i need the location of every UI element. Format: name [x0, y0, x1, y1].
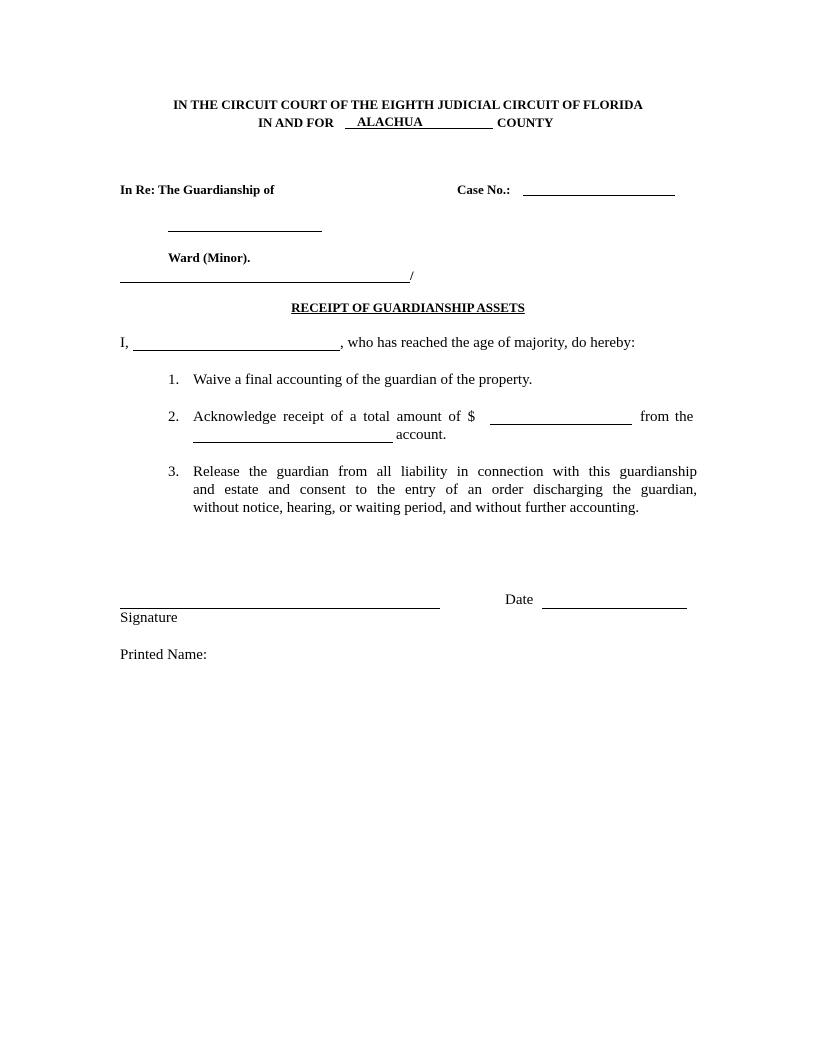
item-text-line: and estate and consent to the entry of an order discharging the guardian, — [193, 482, 697, 498]
amount-field-line[interactable] — [490, 424, 632, 425]
name-field-line[interactable] — [133, 350, 340, 351]
account-field-line[interactable] — [193, 442, 393, 443]
item-text: Waive a final accounting of the guardian of the property. — [193, 372, 533, 388]
item-text-account: account. — [396, 427, 447, 443]
item-text-line: Release the guardian from all liability in connection with this guardianship — [193, 464, 697, 480]
date-label: Date — [505, 592, 534, 608]
item-text-from-the: from the — [640, 409, 694, 425]
intro-suffix: , who has reached the age of majority, do hereby: — [340, 335, 636, 351]
ward-label: Ward (Minor). — [168, 250, 251, 265]
printed-name-label: Printed Name: — [120, 647, 208, 663]
caption-slash: / — [410, 268, 414, 283]
item-text-line: without notice, hearing, or waiting period, and without further accounting. — [193, 500, 640, 516]
signature-field-line[interactable] — [120, 608, 440, 609]
court-header-line1: IN THE CIRCUIT COURT OF THE EIGHTH JUDICIAL CIRCUIT OF FLORIDA — [173, 97, 643, 112]
intro-prefix: I, — [120, 335, 129, 351]
county-label: COUNTY — [497, 115, 554, 130]
signature-label: Signature — [120, 610, 178, 626]
item-text: Acknowledge receipt of a total amount of $ — [193, 409, 476, 425]
caption-divider-line — [120, 282, 410, 283]
ward-name-field-line[interactable] — [168, 231, 322, 232]
date-field-line[interactable] — [542, 608, 687, 609]
case-no-label: Case No.: — [457, 182, 511, 197]
court-header-in-and-for: IN AND FOR — [258, 115, 334, 130]
in-re-label: In Re: The Guardianship of — [120, 182, 275, 197]
document-title: RECEIPT OF GUARDIANSHIP ASSETS — [291, 300, 525, 315]
item-number: 1. — [168, 372, 180, 388]
item-number: 3. — [168, 464, 180, 480]
case-no-field-line[interactable] — [523, 195, 675, 196]
item-number: 2. — [168, 409, 180, 425]
county-name: ALACHUA — [357, 114, 423, 129]
